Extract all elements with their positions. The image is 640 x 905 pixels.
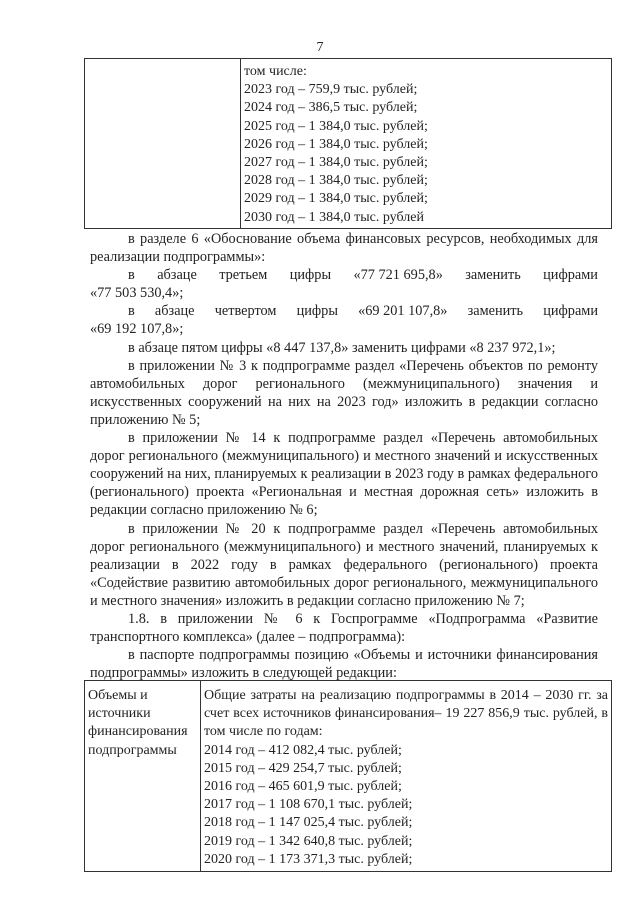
word: абзаце	[157, 267, 197, 284]
word: заменить	[467, 303, 524, 320]
paragraph: в разделе 6 «Обоснование объема финансовых ресурсов, необходимых для реализации подпрограммы»:	[90, 231, 598, 266]
table-line: 2015 год – 429 254,7 тыс. рублей;	[204, 760, 402, 776]
table-line: 2018 год – 1 147 025,4 тыс. рублей;	[204, 815, 413, 831]
table-line: 2025 год – 1 384,0 тыс. рублей;	[244, 118, 428, 134]
table-line: 2026 год – 1 384,0 тыс. рублей;	[244, 136, 428, 152]
table-line: подпрограммы	[88, 742, 177, 758]
table-line: 2030 год – 1 384,0 тыс. рублей	[244, 209, 424, 225]
word: «69 201 107,8»	[358, 303, 448, 320]
table-line: 2028 год – 1 384,0 тыс. рублей;	[244, 173, 428, 189]
word: цифры	[296, 303, 338, 320]
word: абзаце	[154, 303, 195, 320]
table-line: 2014 год – 412 082,4 тыс. рублей;	[204, 742, 402, 758]
table-continued-financing	[84, 58, 612, 229]
table-line: источники	[88, 706, 151, 722]
paragraph: в абзаце пятом цифры «8 447 137,8» заменить цифрами «8 237 972,1»;	[128, 339, 556, 356]
table-cell-values	[201, 681, 612, 872]
table-row	[85, 681, 612, 872]
word: цифрами	[543, 267, 598, 284]
table-line: 2027 год – 1 384,0 тыс. рублей;	[244, 155, 428, 171]
paragraph: «69 192 107,8»;	[90, 321, 184, 338]
table-cell-values	[241, 59, 612, 229]
paragraph: в приложении № 20 к подпрограмме раздел «Перечень автомобильных дорог регионального (межмуниципального) и местного значений, планируемых к реализации в 2022 году в рамках федерального (регионального) проекта «Содействие развитию автомобильных дорог регионального, межмуниципального и местного значения» изложить в редакции согласно приложению № 7;	[90, 520, 598, 609]
word: третьем	[219, 267, 268, 284]
word: цифрами	[543, 303, 598, 320]
table-line: том числе:	[244, 64, 307, 79]
table-line: 2019 год – 1 342 640,8 тыс. рублей;	[204, 833, 413, 849]
table-row	[85, 59, 612, 229]
word: «77 721 695,8»	[353, 267, 443, 284]
table-cell-label	[85, 59, 241, 229]
paragraph: 1.8. в приложении № 6 к Госпрограмме «Подпрограмма «Развитие транспортного комплекса» (далее – подпрограмма):	[90, 610, 598, 646]
table-line: 2020 год – 1 173 371,3 тыс. рублей;	[204, 851, 413, 867]
financing-intro: Общие затраты на реализацию подпрограммы в 2014 – 2030 гг. за счет всех источников финансирования– 19 227 856,9 тыс. рублей, в том числе по годам:	[204, 688, 608, 740]
table-line: 2029 год – 1 384,0 тыс. рублей;	[244, 191, 428, 207]
table-line: 2024 год – 386,5 тыс. рублей;	[244, 100, 418, 116]
table-line: 2017 год – 1 108 670,1 тыс. рублей;	[204, 797, 413, 813]
word: заменить	[465, 267, 521, 284]
word: цифры	[289, 267, 332, 284]
page-number: 7	[316, 40, 324, 55]
paragraph-line	[90, 266, 598, 284]
word: в	[128, 267, 135, 284]
table-line: Объемы и	[88, 688, 148, 703]
document-body	[90, 230, 598, 682]
table-line: 2023 год – 759,9 тыс. рублей;	[244, 82, 418, 98]
table-line: финансирования	[88, 724, 188, 740]
paragraph: «77 503 530,4»;	[90, 285, 184, 302]
word: четвертом	[214, 303, 277, 320]
paragraph: в паспорте подпрограммы позицию «Объемы и источники финансирования подпрограммы» изложить в следующей редакции:	[90, 647, 598, 682]
paragraph: в приложении № 14 к подпрограмме раздел «Перечень автомобильных дорог регионального (межмуниципального) и местного значений и искусственных сооружений на них, планируемых к реализации в 2023 году в рамках федерального (регионального) проекта «Региональная и местная дорожная сеть» изложить в редакции согласно приложению № 6;	[90, 430, 598, 519]
table-line: 2016 год – 465 601,9 тыс. рублей;	[204, 779, 402, 795]
paragraph: в приложении № 3 к подпрограмме раздел «Перечень объектов по ремонту автомобильных дорог регионального (межмуниципального) значения и искусственных сооружений на них на 2023 год» изложить в редакции согласно приложению № 5;	[90, 357, 598, 428]
table-cell-label	[85, 681, 201, 872]
word: в	[128, 303, 135, 320]
table-financing-passport	[84, 680, 612, 872]
paragraph-line	[90, 302, 598, 320]
